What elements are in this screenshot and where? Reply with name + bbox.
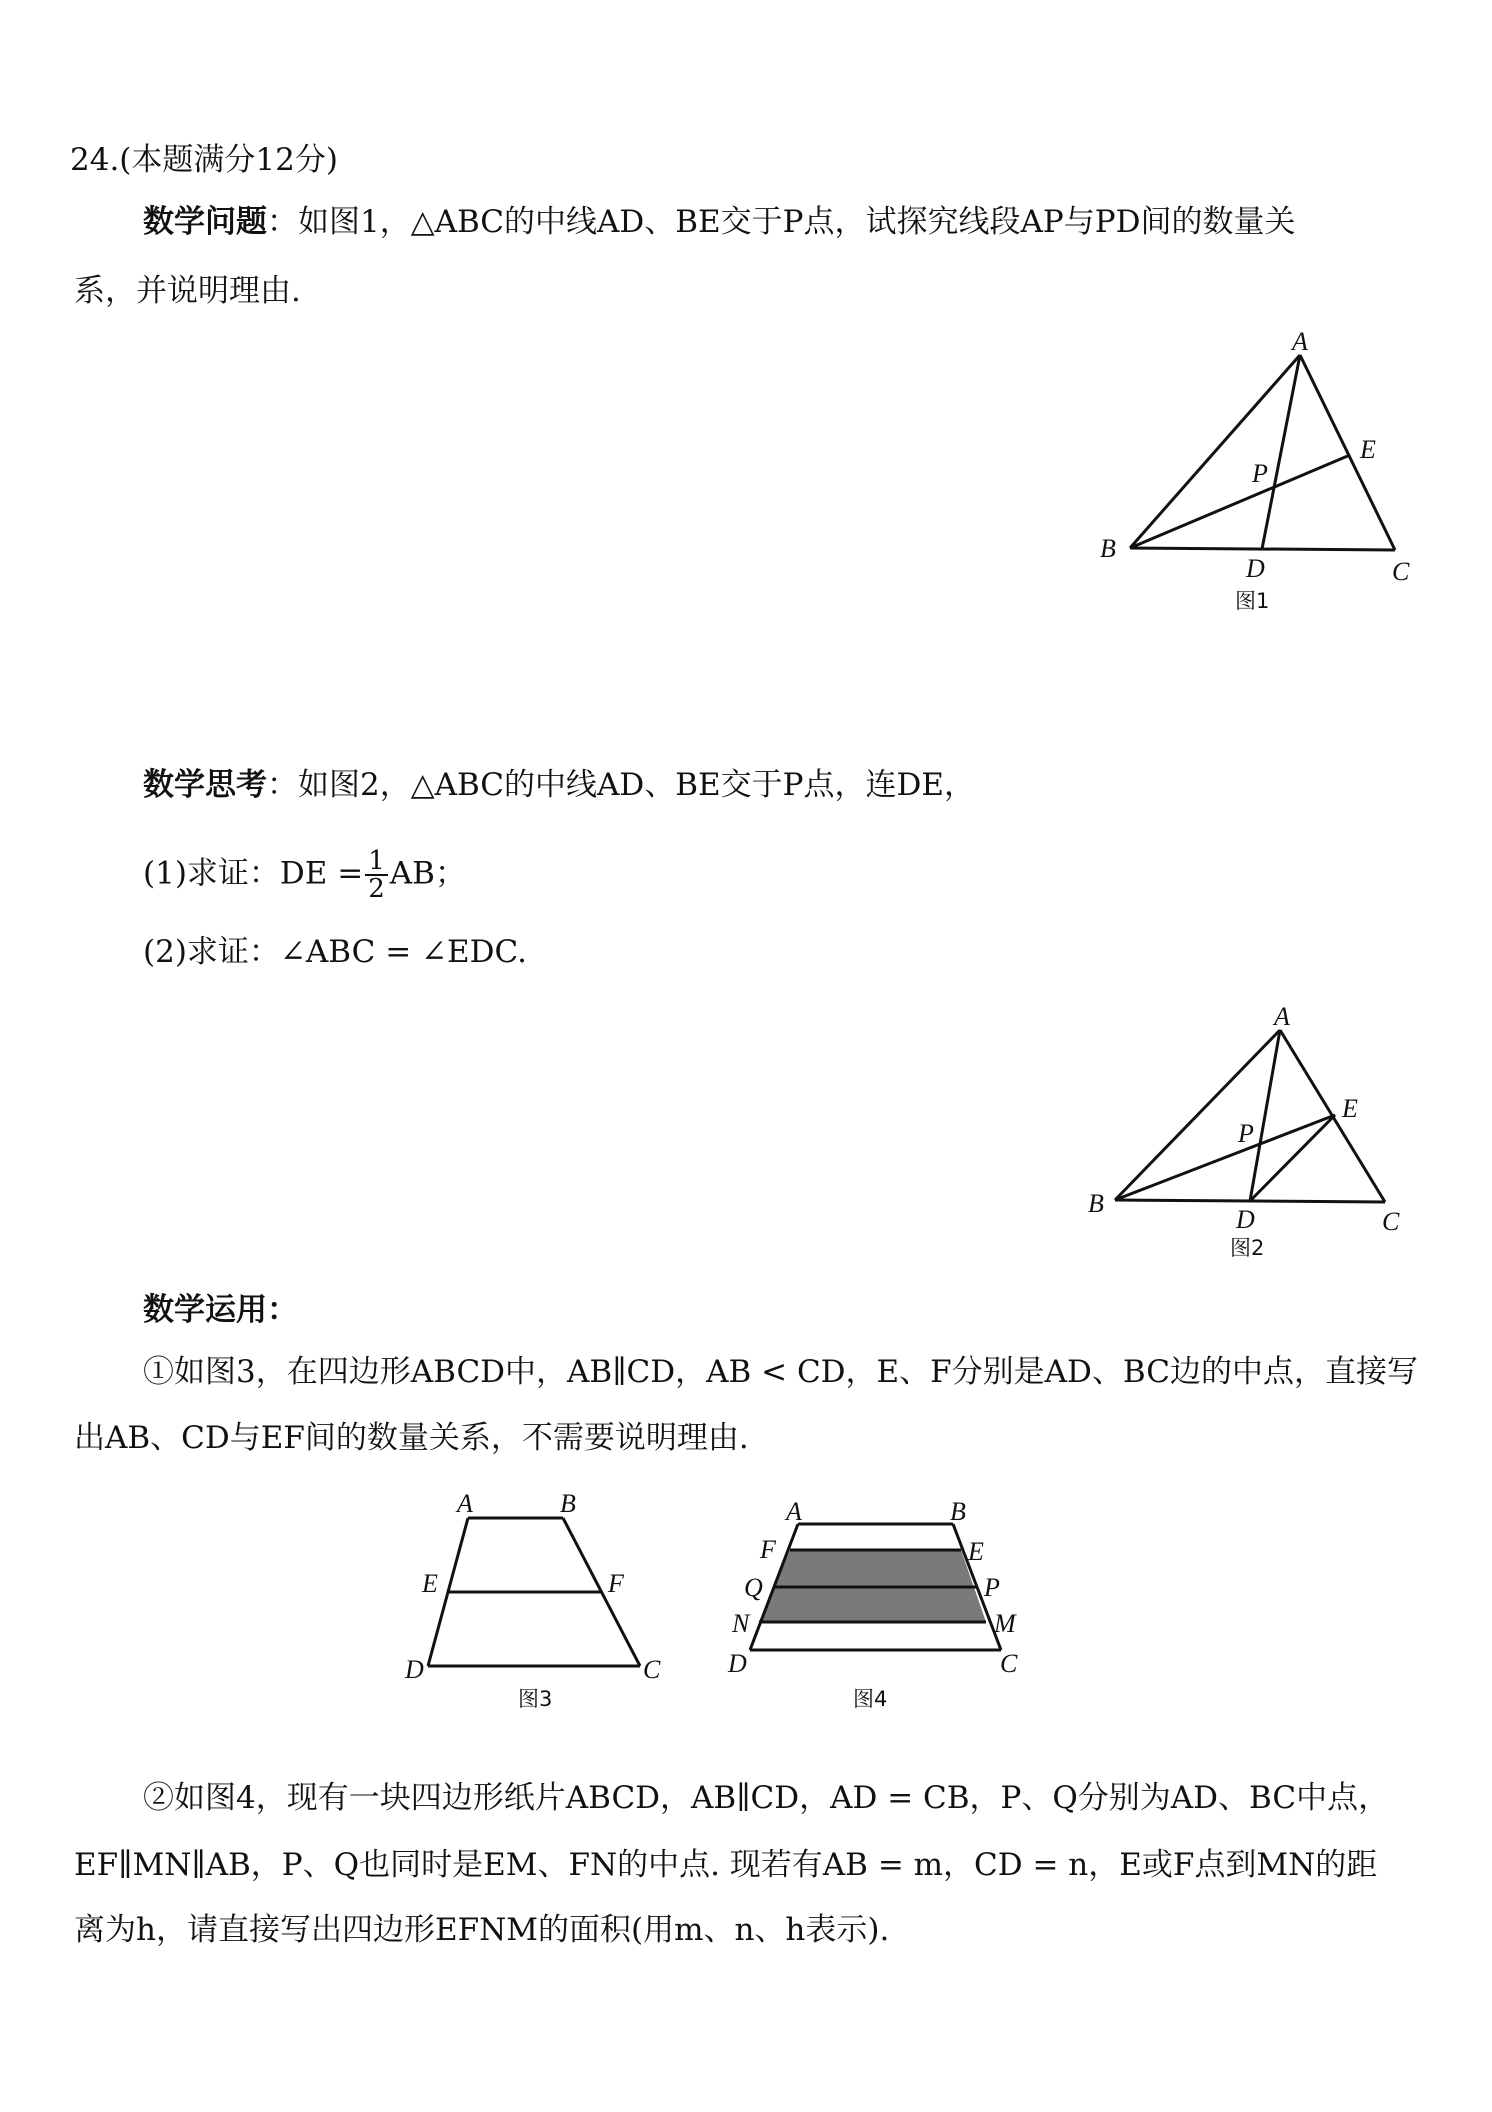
fig2-label-d: D (1236, 1205, 1255, 1234)
fig4-label-m: M (994, 1609, 1016, 1638)
fig4-label-d: D (728, 1649, 747, 1678)
fig2-label-p: P (1238, 1119, 1254, 1148)
figure-2 (1080, 1000, 1420, 1270)
fig1-label-p: P (1252, 459, 1268, 488)
fig3-label-d: D (405, 1655, 424, 1684)
fraction-one-half (365, 848, 388, 902)
application-item-2-line-3: 离为h，请直接写出四边形EFNM的面积(用m、n、h表示). (74, 1912, 890, 1948)
application-item-1-line-2: 出AB、CD与EF间的数量关系，不需要说明理由. (74, 1420, 749, 1456)
fig4-label-p: P (984, 1573, 1000, 1602)
thinking-line (143, 765, 975, 805)
application-item-2-line-1: ②如图4，现有一块四边形纸片ABCD，AB∥CD，AD = CB，P、Q分别为AD、BC中点， (143, 1780, 1390, 1816)
fig3-label-c: C (643, 1655, 661, 1684)
fig4-label-e: E (968, 1537, 984, 1566)
fig1-label-d: D (1246, 554, 1265, 583)
thinking-label: 数学思考 (143, 767, 267, 803)
fig1-side-ac (1300, 355, 1395, 550)
fig3-label-e: E (422, 1569, 438, 1598)
fig4-label-c: C (1000, 1649, 1018, 1678)
fig4-label-n: N (732, 1609, 750, 1638)
problem-text-1: ：如图1，△ABC的中线AD、BE交于P点，试探究线段AP与PD间的数量关 (267, 204, 1296, 240)
fig4-label-f: F (760, 1535, 776, 1564)
fig4-label-q: Q (744, 1573, 763, 1602)
thinking-text: ：如图2，△ABC的中线AD、BE交于P点，连DE， (267, 767, 976, 803)
fig4-label-b: B (950, 1500, 966, 1526)
application-item-1-line-1: ①如图3，在四边形ABCD中，AB∥CD，AB < CD，E、F分别是AD、BC边的中点，直接写 (143, 1354, 1418, 1390)
figure-4 (718, 1500, 1058, 1720)
thinking-question-2: (2)求证：∠ABC = ∠EDC. (143, 934, 527, 970)
fig2-label-b: B (1088, 1189, 1104, 1218)
problem-line-1 (143, 202, 1296, 242)
application-item-2-line-2: EF∥MN∥AB，P、Q也同时是EM、FN的中点. 现若有AB = m，CD = n，E或F点到MN的距 (74, 1847, 1378, 1883)
fig4-label-a: A (786, 1500, 802, 1526)
problem-line-2: 系，并说明理由. (74, 273, 301, 309)
thinking-question-1 (143, 848, 466, 902)
figure-3 (400, 1488, 690, 1718)
fig1-side-ab (1130, 355, 1300, 548)
fig2-label-e: E (1342, 1094, 1358, 1123)
fig1-label-a: A (1292, 327, 1308, 356)
q1-suffix: AB； (389, 855, 466, 892)
figure-1 (1080, 325, 1420, 625)
fraction-numerator: 1 (365, 848, 388, 876)
question-header: 24.(本题满分12分) (70, 142, 338, 178)
fig2-median-be (1115, 1115, 1335, 1200)
fig3-caption: 图3 (518, 1687, 553, 1711)
application-label: 数学运用： (143, 1292, 298, 1328)
q1-prefix: (1)求证：DE = (143, 855, 364, 892)
fig1-caption: 图1 (1235, 589, 1270, 613)
fig1-label-b: B (1100, 534, 1116, 563)
fig1-label-c: C (1392, 557, 1410, 586)
fig1-median-be (1130, 455, 1350, 548)
fig4-caption: 图4 (853, 1687, 888, 1711)
fig2-caption: 图2 (1230, 1236, 1265, 1260)
fig2-label-a: A (1274, 1002, 1290, 1031)
fraction-denominator: 2 (368, 874, 385, 904)
fig1-label-e: E (1360, 435, 1376, 464)
fig1-median-ad (1262, 355, 1300, 549)
fig3-label-b: B (560, 1489, 576, 1518)
fig3-label-a: A (457, 1489, 473, 1518)
fig3-label-f: F (608, 1569, 624, 1598)
fig2-label-c: C (1382, 1207, 1400, 1236)
problem-label: 数学问题 (143, 204, 267, 240)
